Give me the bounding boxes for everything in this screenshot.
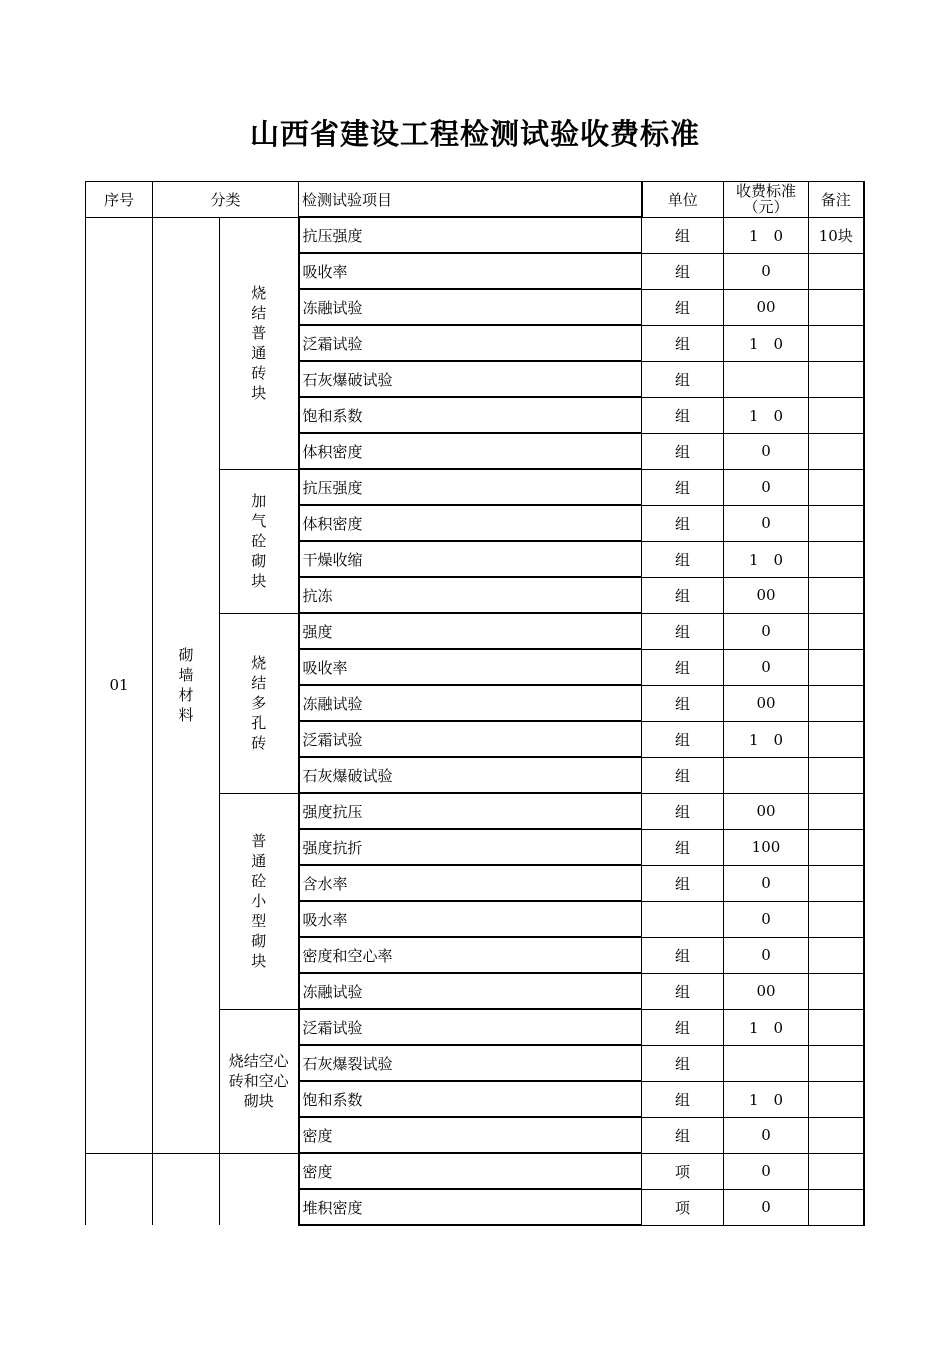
- section-category: [153, 217, 220, 1153]
- item-cell: 体积密度: [299, 505, 642, 541]
- price-cell: 00: [724, 685, 809, 721]
- price-cell: 1 0: [724, 541, 809, 577]
- unit-cell: 组: [642, 1081, 724, 1117]
- empty-cell: [86, 1153, 153, 1225]
- note-cell: [809, 1189, 864, 1225]
- price-cell: 00: [724, 289, 809, 325]
- note-cell: [809, 793, 864, 829]
- price-cell: 0: [724, 253, 809, 289]
- price-cell: [724, 1045, 809, 1081]
- unit-cell: 组: [642, 613, 724, 649]
- price-cell: 0: [724, 433, 809, 469]
- item-cell: 泛霜试验: [299, 1009, 642, 1045]
- item-cell: 吸收率: [299, 253, 642, 289]
- item-cell: 堆积密度: [299, 1189, 642, 1225]
- header-row: [86, 182, 864, 218]
- note-cell: [809, 865, 864, 901]
- unit-cell: 组: [642, 1117, 724, 1153]
- section-category-label: 砌墙材料: [178, 646, 194, 724]
- item-cell: 石灰爆破试验: [299, 361, 642, 397]
- price-cell: 0: [724, 865, 809, 901]
- note-cell: [809, 1045, 864, 1081]
- item-cell: 石灰爆裂试验: [299, 1045, 642, 1081]
- price-cell: 0: [724, 1153, 809, 1189]
- unit-cell: 组: [642, 937, 724, 973]
- item-cell: 泛霜试验: [299, 325, 642, 361]
- empty-cell: [153, 1153, 220, 1225]
- note-cell: [809, 973, 864, 1009]
- unit-cell: 组: [642, 289, 724, 325]
- header-unit: 单位: [642, 182, 724, 218]
- empty-cell: [220, 1153, 299, 1225]
- unit-cell: 组: [642, 793, 724, 829]
- item-cell: 冻融试验: [299, 973, 642, 1009]
- price-cell: 00: [724, 793, 809, 829]
- unit-cell: 组: [642, 577, 724, 613]
- table-row: [86, 217, 864, 253]
- price-cell: 1 0: [724, 1009, 809, 1045]
- note-cell: [809, 433, 864, 469]
- page-title: 山西省建设工程检测试验收费标准: [249, 117, 700, 151]
- price-cell: 100: [724, 829, 809, 865]
- item-cell: 石灰爆破试验: [299, 757, 642, 793]
- price-cell: 0: [724, 1189, 809, 1225]
- note-cell: [809, 613, 864, 649]
- section-seq: 01: [86, 217, 153, 1153]
- unit-cell: 组: [642, 1045, 724, 1081]
- unit-cell: 组: [642, 649, 724, 685]
- unit-cell: 组: [642, 865, 724, 901]
- note-cell: [809, 253, 864, 289]
- note-cell: [809, 325, 864, 361]
- item-cell: 抗压强度: [299, 469, 642, 505]
- unit-cell: 组: [642, 217, 724, 253]
- item-cell: 密度: [299, 1153, 642, 1189]
- note-cell: [809, 757, 864, 793]
- item-cell: 含水率: [299, 865, 642, 901]
- unit-cell: 组: [642, 1009, 724, 1045]
- unit-cell: 组: [642, 397, 724, 433]
- note-cell: [809, 901, 864, 937]
- header-note: 备注: [809, 182, 864, 218]
- note-cell: [809, 469, 864, 505]
- item-cell: 抗冻: [299, 577, 642, 613]
- unit-cell: 组: [642, 685, 724, 721]
- price-cell: 1 0: [724, 1081, 809, 1117]
- price-cell: 0: [724, 937, 809, 973]
- price-cell: [724, 757, 809, 793]
- price-cell: 00: [724, 973, 809, 1009]
- unit-cell: 项: [642, 1189, 724, 1225]
- item-cell: 饱和系数: [299, 1081, 642, 1117]
- group-name-label: 烧结多孔砖: [251, 654, 267, 752]
- group-name: [220, 469, 299, 613]
- item-cell: 冻融试验: [299, 685, 642, 721]
- header-item: 检测试验项目: [299, 182, 642, 218]
- item-cell: 密度和空心率: [299, 937, 642, 973]
- item-cell: 干燥收缩: [299, 541, 642, 577]
- unit-cell: 项: [642, 1153, 724, 1189]
- note-cell: [809, 1153, 864, 1189]
- price-cell: 00: [724, 577, 809, 613]
- unit-cell: 组: [642, 757, 724, 793]
- item-cell: 泛霜试验: [299, 721, 642, 757]
- unit-cell: 组: [642, 361, 724, 397]
- note-cell: [809, 541, 864, 577]
- group-name: [220, 217, 299, 469]
- price-cell: 1 0: [724, 217, 809, 253]
- note-cell: [809, 505, 864, 541]
- unit-cell: 组: [642, 433, 724, 469]
- item-cell: 体积密度: [299, 433, 642, 469]
- unit-cell: 组: [642, 505, 724, 541]
- unit-cell: 组: [642, 829, 724, 865]
- group-name: [220, 1009, 299, 1153]
- price-cell: 0: [724, 1117, 809, 1153]
- note-cell: [809, 1009, 864, 1045]
- price-cell: 1 0: [724, 721, 809, 757]
- note-cell: [809, 361, 864, 397]
- price-cell: [724, 361, 809, 397]
- item-cell: 强度抗折: [299, 829, 642, 865]
- price-cell: 0: [724, 649, 809, 685]
- note-cell: [809, 1117, 864, 1153]
- item-cell: 冻融试验: [299, 289, 642, 325]
- note-cell: [809, 577, 864, 613]
- unit-cell: 组: [642, 469, 724, 505]
- item-cell: 饱和系数: [299, 397, 642, 433]
- unit-cell: 组: [642, 253, 724, 289]
- note-cell: 10块: [809, 217, 864, 253]
- price-cell: 0: [724, 505, 809, 541]
- note-cell: [809, 289, 864, 325]
- item-cell: 强度: [299, 613, 642, 649]
- table-row: [86, 1153, 864, 1189]
- header-seq: 序号: [86, 182, 153, 218]
- note-cell: [809, 829, 864, 865]
- note-cell: [809, 1081, 864, 1117]
- note-cell: [809, 397, 864, 433]
- unit-cell: 组: [642, 541, 724, 577]
- item-cell: 密度: [299, 1117, 642, 1153]
- price-cell: 0: [724, 613, 809, 649]
- note-cell: [809, 937, 864, 973]
- item-cell: 吸收率: [299, 649, 642, 685]
- unit-cell: 组: [642, 325, 724, 361]
- note-cell: [809, 685, 864, 721]
- group-name-label: 普通砼小型砌块: [251, 832, 267, 970]
- group-name-label: 烧结空心砖和空心砌块: [228, 1052, 289, 1110]
- price-cell: 0: [724, 469, 809, 505]
- unit-cell: [642, 901, 724, 937]
- item-cell: 抗压强度: [299, 217, 642, 253]
- note-cell: [809, 721, 864, 757]
- price-cell: 1 0: [724, 397, 809, 433]
- group-name-label: 加气砼砌块: [251, 492, 267, 590]
- fee-table: [85, 181, 865, 1226]
- price-cell: 1 0: [724, 325, 809, 361]
- item-cell: 吸水率: [299, 901, 642, 937]
- price-cell: 0: [724, 901, 809, 937]
- unit-cell: 组: [642, 721, 724, 757]
- note-cell: [809, 649, 864, 685]
- group-name: [220, 613, 299, 793]
- group-name: [220, 793, 299, 1009]
- header-price: 收费标准（元）: [724, 182, 809, 218]
- header-category: 分类: [153, 182, 299, 218]
- group-name-label: 烧结普通砖块: [251, 284, 267, 402]
- item-cell: 强度抗压: [299, 793, 642, 829]
- unit-cell: 组: [642, 973, 724, 1009]
